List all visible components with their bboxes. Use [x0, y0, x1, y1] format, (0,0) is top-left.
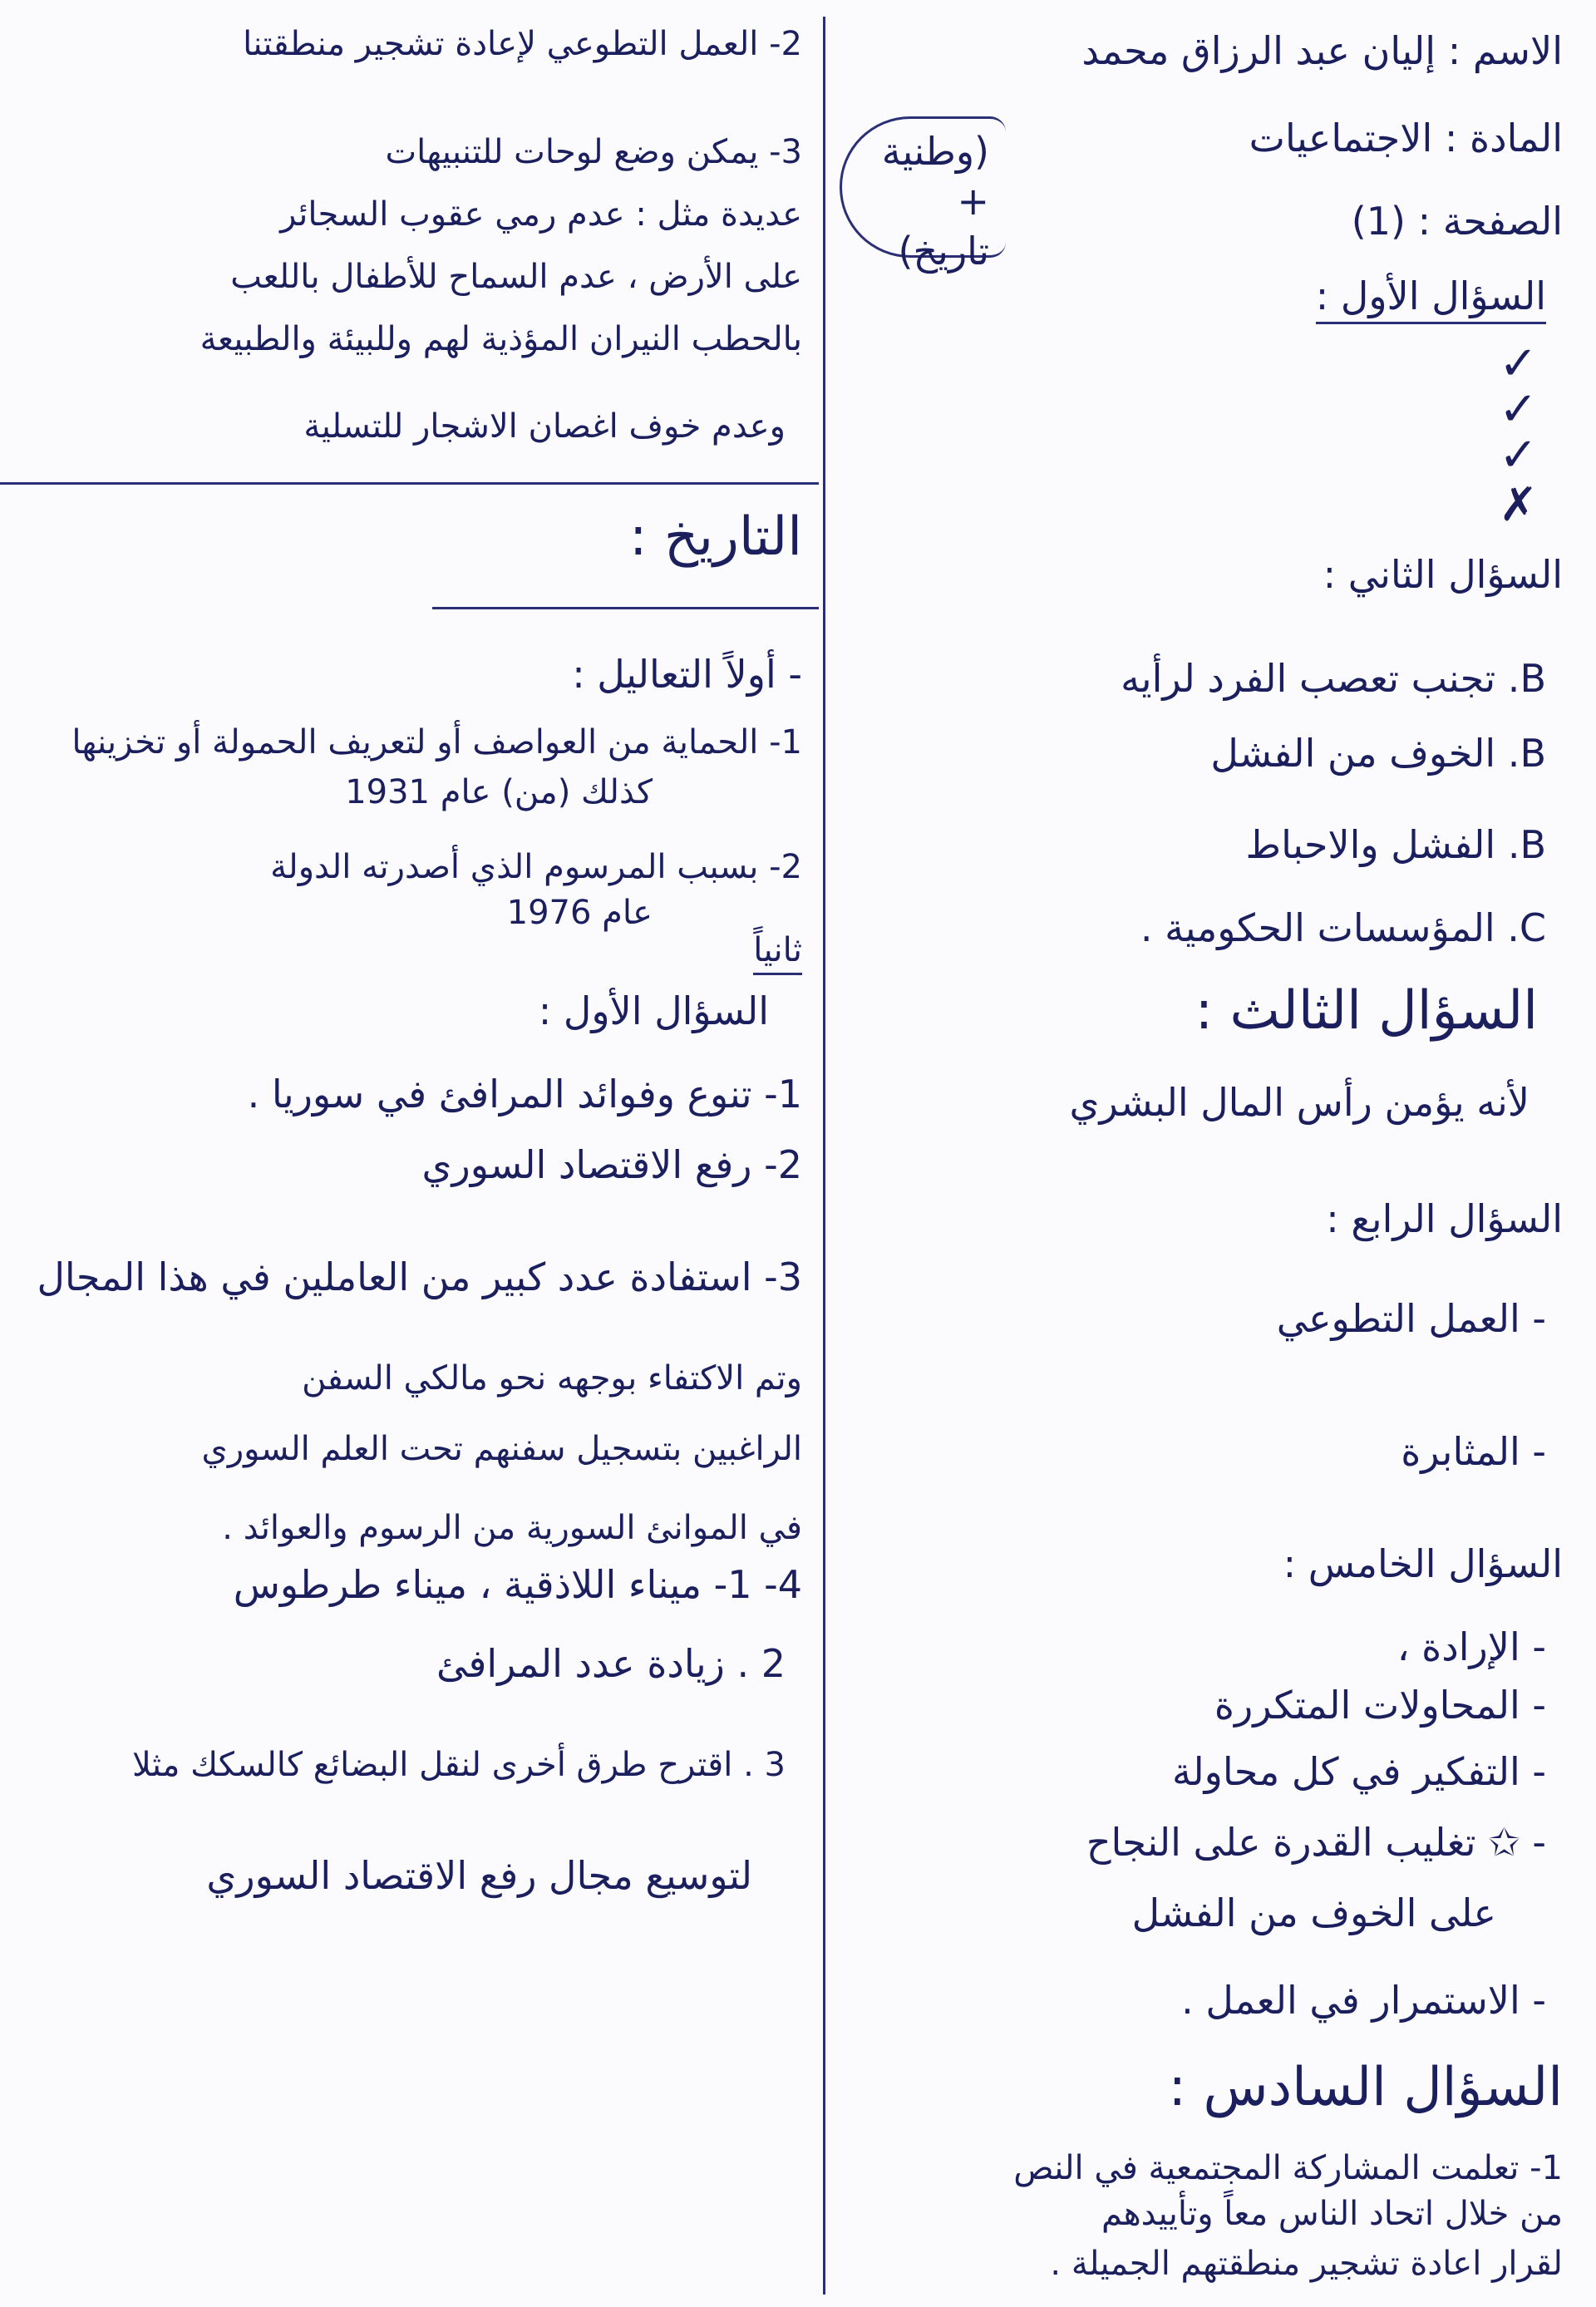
q2-title: السؤال الثاني : — [1323, 552, 1563, 597]
history-q2-line-1: 4- 1- ميناء اللاذقية ، ميناء طرطوس — [233, 1562, 802, 1607]
q4-item-2: - المثابرة — [1401, 1429, 1546, 1474]
q3-title: السؤال الثالث : — [1195, 980, 1538, 1042]
q6-line-3: لقرار اعادة تشجير منطقتهم الجميلة . — [1050, 2245, 1563, 2283]
history-part1-line-3: 2- بسبب المرسوم الذي أصدرته الدولة — [270, 848, 802, 886]
history-q1-line-1: 1- تنوع وفوائد المرافئ في سوريا . — [247, 1072, 802, 1117]
left-top-line-1: 2- العمل التطوعي لإعادة تشجير منطقتنا — [243, 25, 802, 63]
page-number: الصفحة : (1) — [1351, 199, 1563, 244]
left-top-line-6: وعدم خوف اغصان الاشجار للتسلية — [303, 407, 786, 446]
q1-mark-2: ✓ — [1499, 382, 1538, 436]
history-part1-line-1: 1- الحماية من العواصف أو لتعريف الحمولة أو تخزينها — [71, 723, 802, 762]
left-top-line-2: 3- يمكن وضع لوحات للتنبيهات — [385, 133, 802, 171]
history-q1-line-2: 2- رفع الاقتصاد السوري — [421, 1142, 802, 1187]
q5-item-3: - التفكير في كل محاولة — [1171, 1749, 1546, 1794]
q1-mark-4: ✗ — [1499, 478, 1538, 532]
q5-item-2: - المحاولات المتكررة — [1214, 1683, 1546, 1728]
subject-note: (وطنية + تاريخ) — [840, 116, 1006, 258]
history-q2-line-3: 3 . اقترح طرق أخرى لنقل البضائع كالسكك مثلا — [132, 1746, 786, 1784]
q5-title: السؤال الخامس : — [1283, 1541, 1563, 1586]
q2-answer-4: C. المؤسسات الحكومية . — [1140, 905, 1546, 950]
history-part1-line-4: عام 1976 — [506, 894, 653, 932]
history-q1-line-5: الراغبين بتسجيل سفنهم تحت العلم السوري — [201, 1430, 802, 1468]
q6-title: السؤال السادس : — [1168, 2057, 1563, 2118]
q4-item-1: - العمل التطوعي — [1276, 1296, 1546, 1341]
q1-mark-3: ✓ — [1499, 428, 1538, 482]
history-q1-line-3: 3- استفادة عدد كبير من العاملين في هذا المجال — [37, 1255, 802, 1299]
q5-item-4: - ✩ تغليب القدرة على النجاح — [1086, 1820, 1546, 1865]
history-q2-line-2: 2 . زيادة عدد المرافئ — [436, 1641, 786, 1686]
q3-answer: لأنه يؤمن رأس المال البشري — [1069, 1080, 1530, 1125]
q5-item-1: - الإرادة ، — [1396, 1624, 1546, 1669]
q5-item-6: - الاستمرار في العمل . — [1181, 1978, 1546, 2023]
q6-line-1: 1- تعلمت المشاركة المجتمعية في النص — [1013, 2149, 1563, 2187]
q2-answer-1: B. تجنب تعصب الفرد لرأيه — [1121, 656, 1546, 701]
student-name: الاسم : إليان عبد الرزاق محمد — [1081, 28, 1563, 73]
left-top-line-3: عديدة مثل : عدم رمي عقوب السجائر — [280, 195, 802, 234]
q2-answer-3: B. الفشل والاحباط — [1245, 822, 1546, 867]
history-part2-title: ثانياً — [753, 931, 802, 975]
column-divider — [823, 17, 825, 2295]
q4-title: السؤال الرابع : — [1326, 1196, 1563, 1241]
q1-title: السؤال الأول : — [1316, 274, 1546, 324]
q6-line-2: من خلال اتحاد الناس معاً وتأييدهم — [1101, 2195, 1563, 2233]
q2-answer-2: B. الخوف من الفشل — [1210, 731, 1546, 776]
history-part1-line-2: كذلك (من) عام 1931 — [345, 773, 653, 811]
history-title: التاريخ : — [628, 506, 802, 568]
q5-item-5: على الخوف من الفشل — [1131, 1890, 1496, 1935]
history-q1-line-6: في الموانئ السورية من الرسوم والعوائد . — [222, 1509, 802, 1547]
subject-line: المادة : الاجتماعيات — [1249, 116, 1563, 160]
history-q1-line-4: وتم الاكتفاء بوجهه نحو مالكي السفن — [302, 1359, 802, 1398]
left-top-line-5: بالحطب النيران المؤذية لهم وللبيئة والطبيعة — [200, 320, 802, 358]
left-top-line-4: على الأرض ، عدم السماح للأطفال باللعب — [230, 258, 802, 296]
q1-mark-1: ✓ — [1499, 337, 1538, 391]
history-part1-title: - أولاً التعاليل : — [572, 652, 802, 697]
right-column — [831, 0, 1579, 2307]
history-q1-title: السؤال الأول : — [538, 988, 769, 1033]
history-q2-line-4: لتوسيع مجال رفع الاقتصاد السوري — [206, 1853, 752, 1898]
